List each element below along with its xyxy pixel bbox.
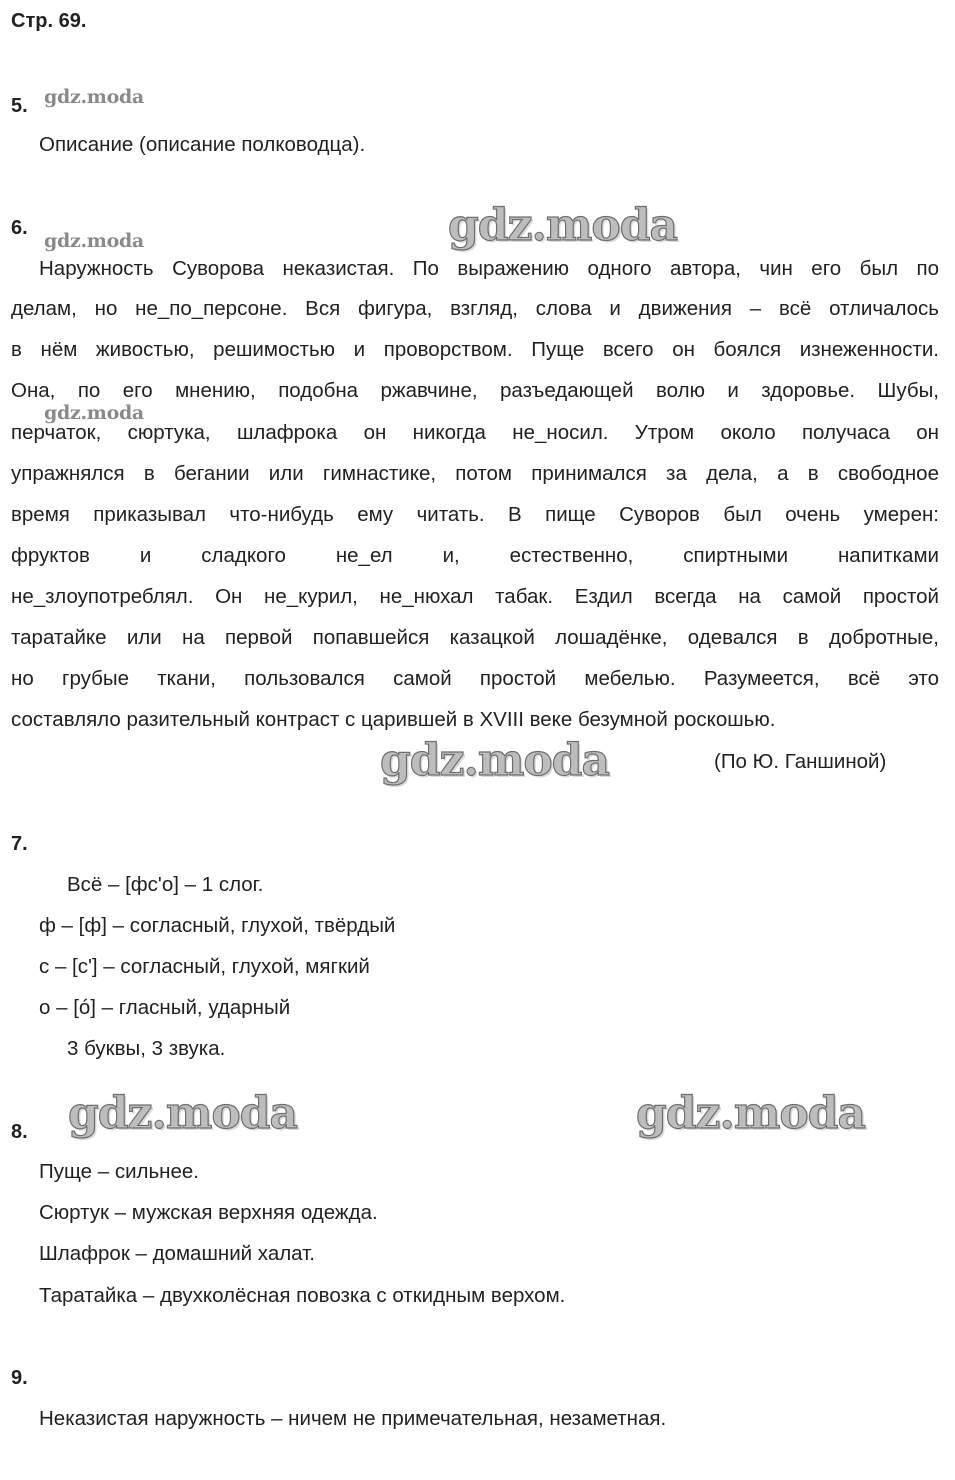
- phonetic-letter-line: с – [с'] – согласный, глухой, мягкий: [39, 955, 370, 978]
- task-9-answer: Неказистая наружность – ничем не примечательная, незаметная.: [39, 1407, 667, 1430]
- text-line: время приказывал что-нибудь ему читать. В пище Суворов был очень умерен:: [11, 503, 939, 526]
- definition-line: Пуще – сильнее.: [39, 1160, 199, 1183]
- phonetic-summary: 3 буквы, 3 звука.: [67, 1037, 226, 1060]
- text-line: таратайке или на первой попавшейся казацкой лошадёнке, одевался в добротные,: [11, 626, 939, 649]
- text-line: Наружность Суворова неказистая. По выражению одного автора, чин его был по: [39, 257, 939, 280]
- definition-line: Шлафрок – домашний халат.: [39, 1242, 315, 1265]
- text-line: делам, но не_по_персоне. Вся фигура, взгляд, слова и движения – всё отличалось: [11, 297, 939, 320]
- phonetic-word-line: Всё – [фс'о] – 1 слог.: [67, 873, 264, 896]
- page-title: Стр. 69.: [11, 10, 87, 32]
- watermark-small: gdz.moda: [44, 86, 144, 108]
- task-7-number: 7.: [11, 833, 28, 855]
- watermark-small: gdz.moda: [44, 402, 144, 424]
- watermark-large: gdz.moda: [636, 1088, 866, 1139]
- watermark-small: gdz.moda: [44, 230, 144, 252]
- definition-line: Сюртук – мужская верхняя одежда.: [39, 1201, 378, 1224]
- task-5-number: 5.: [11, 95, 28, 117]
- text-line: но грубые ткани, пользовался самой простой мебелью. Разумеется, всё это: [11, 667, 939, 690]
- watermark-large: gdz.moda: [380, 735, 610, 786]
- task-5-answer: Описание (описание полководца).: [39, 133, 366, 156]
- text-line: не_злоупотреблял. Он не_курил, не_нюхал табак. Ездил всегда на самой простой: [11, 585, 939, 608]
- definition-line: Таратайка – двухколёсная повозка с откидным верхом.: [39, 1284, 566, 1307]
- watermark-large: gdz.moda: [68, 1088, 298, 1139]
- phonetic-letter-line: о – [ó] – гласный, ударный: [39, 996, 291, 1019]
- text-line: в нём живостью, решимостью и проворством. Пуще всего он боялся изнеженности.: [11, 338, 939, 361]
- watermark-large: gdz.moda: [448, 200, 678, 251]
- text-line: перчаток, сюртука, шлафрока он никогда не_носил. Утром около получаса он: [11, 421, 939, 444]
- text-line: фруктов и сладкого не_ел и, естественно, спиртными напитками: [11, 544, 939, 567]
- text-source: (По Ю. Ганшиной): [714, 750, 887, 773]
- task-9-number: 9.: [11, 1367, 28, 1389]
- phonetic-letter-line: ф – [ф] – согласный, глухой, твёрдый: [39, 914, 396, 937]
- task-6-number: 6.: [11, 217, 28, 239]
- text-line: упражнялся в бегании или гимнастике, потом принимался за дела, а в свободное: [11, 462, 939, 485]
- text-line: составляло разительный контраст с царившей в XVIII веке безумной роскошью.: [11, 708, 776, 731]
- task-8-number: 8.: [11, 1121, 28, 1143]
- text-line: Она, по его мнению, подобна ржавчине, разъедающей волю и здоровье. Шубы,: [11, 379, 939, 402]
